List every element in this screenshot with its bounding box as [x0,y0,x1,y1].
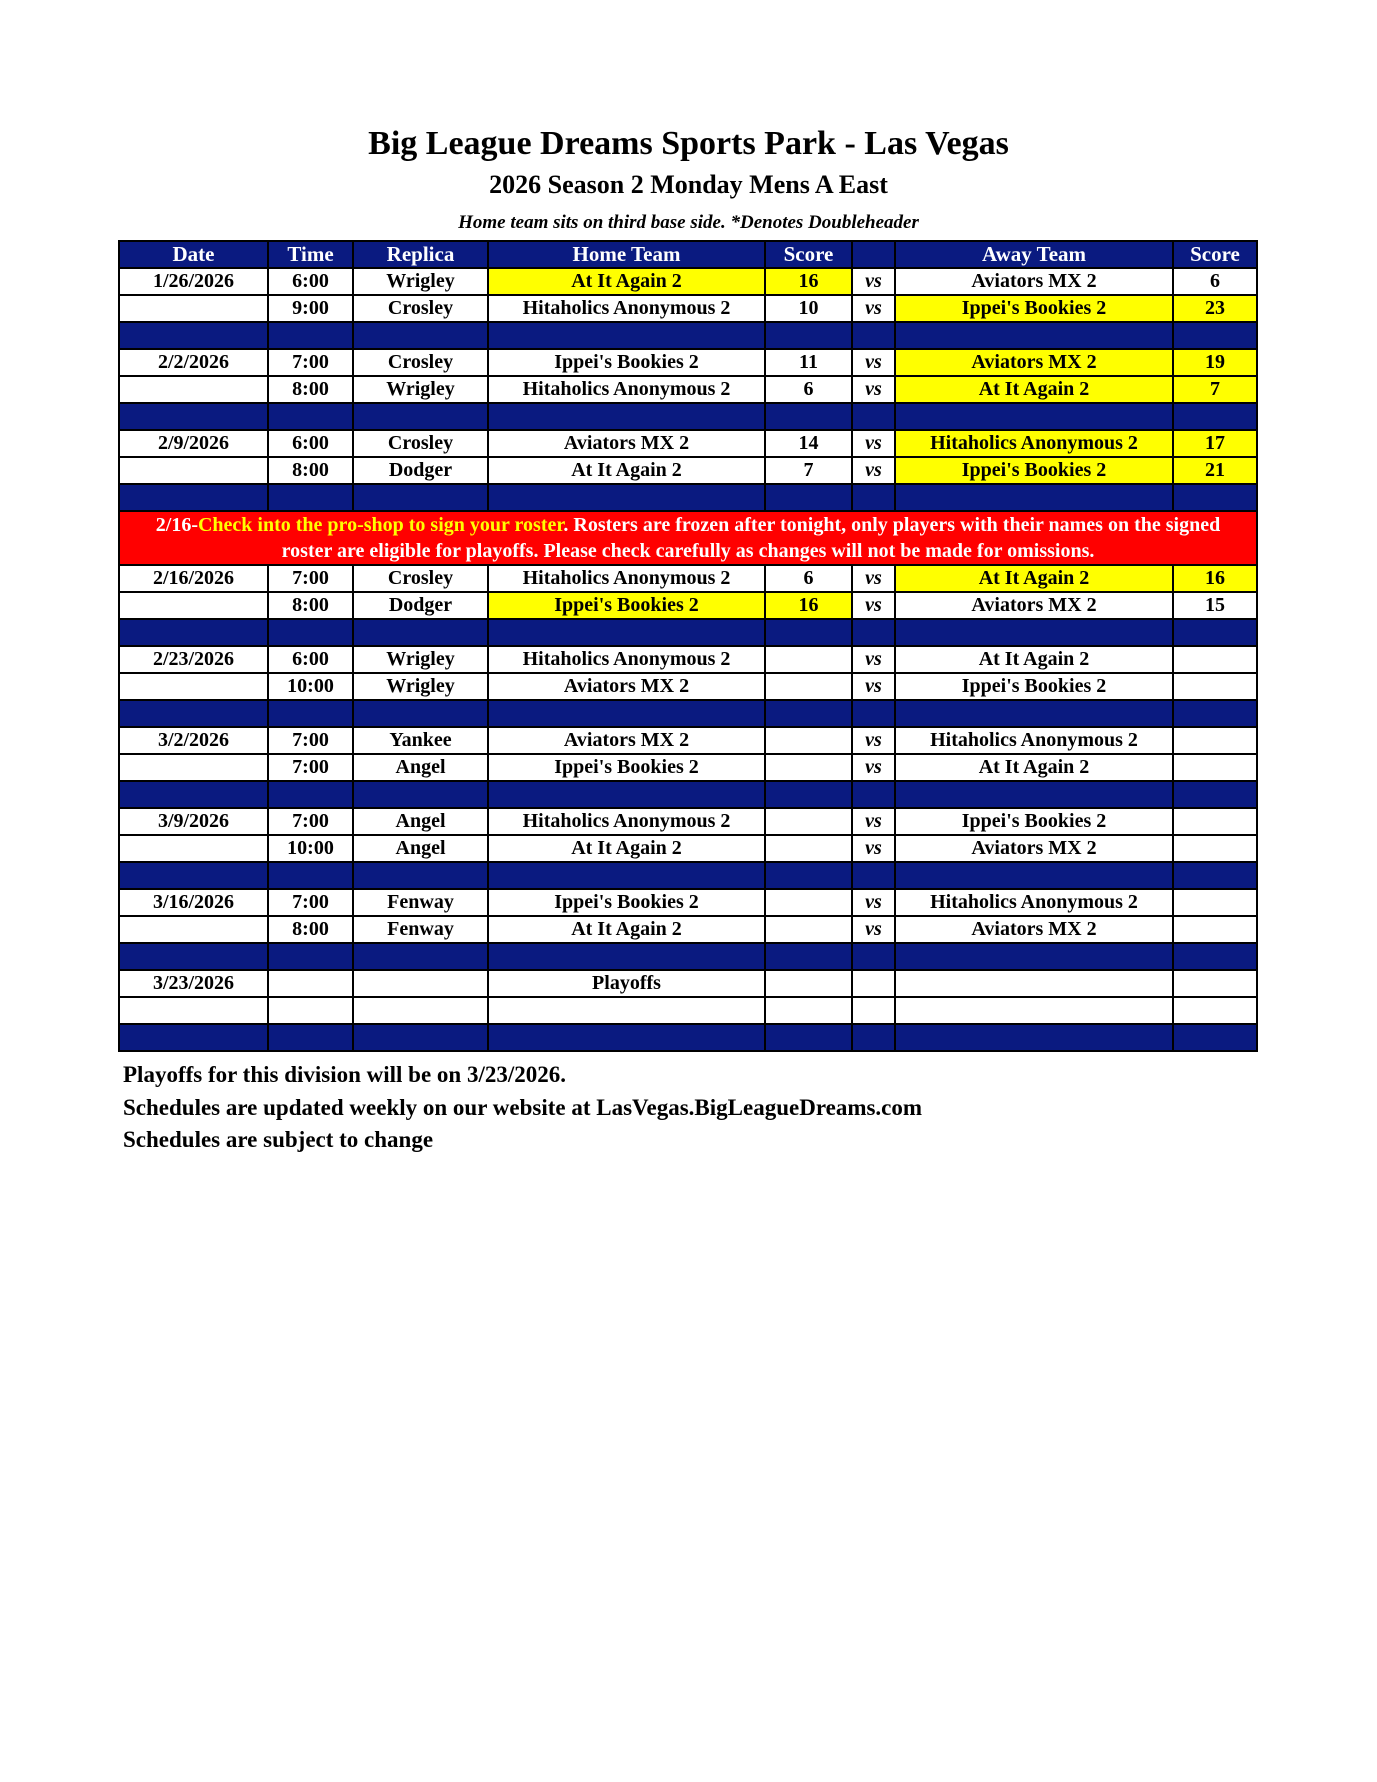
time-cell: 7:00 [268,565,353,592]
replica-cell: Angel [353,808,488,835]
separator-cell [488,700,765,727]
notice-text: . Rosters are frozen after tonight, only players with their names on the signed roster are eligible for playoffs. Please check carefully as changes will not be made for omissions. [281,514,1221,562]
separator-cell [1173,943,1257,970]
separator-row [119,403,1257,430]
separator-cell [895,1024,1173,1051]
game-row [119,268,1257,295]
separator-cell [353,700,488,727]
date-cell [119,997,268,1024]
separator-row [119,619,1257,646]
home-team-cell: Ippei's Bookies 2 [488,889,765,916]
home-score-cell [765,835,852,862]
away-score-cell: 19 [1173,349,1257,376]
separator-cell [895,700,1173,727]
home-team-cell: Hitaholics Anonymous 2 [488,808,765,835]
replica-cell [353,997,488,1024]
replica-cell: Crosley [353,565,488,592]
separator-cell [119,619,268,646]
home-score-cell: 6 [765,376,852,403]
time-cell: 6:00 [268,430,353,457]
separator-cell [895,322,1173,349]
game-row [119,673,1257,700]
home-score-cell [765,727,852,754]
home-team-cell: Aviators MX 2 [488,673,765,700]
away-team-cell: Ippei's Bookies 2 [895,673,1173,700]
home-team-cell: Ippei's Bookies 2 [488,754,765,781]
separator-cell [895,862,1173,889]
separator-cell [488,403,765,430]
time-cell: 9:00 [268,295,353,322]
separator-cell [119,484,268,511]
home-score-cell [765,808,852,835]
away-team-cell: Hitaholics Anonymous 2 [895,727,1173,754]
home-team-cell [488,997,765,1024]
away-score-cell [1173,754,1257,781]
date-cell: 2/16/2026 [119,565,268,592]
home-score-cell: 16 [765,592,852,619]
replica-cell: Angel [353,754,488,781]
separator-cell [765,943,852,970]
separator-cell [765,781,852,808]
separator-cell [1173,619,1257,646]
roster-notice [119,511,1257,565]
away-score-cell: 7 [1173,376,1257,403]
home-score-cell [765,997,852,1024]
separator-cell [1173,700,1257,727]
column-header-away-team: Away Team [895,241,1173,268]
separator-cell [119,403,268,430]
separator-cell [852,1024,895,1051]
away-score-cell [1173,673,1257,700]
time-cell: 7:00 [268,727,353,754]
away-team-cell: At It Again 2 [895,376,1173,403]
date-cell [119,835,268,862]
away-score-cell [1173,997,1257,1024]
time-cell: 8:00 [268,916,353,943]
footer-line-playoffs: Playoffs for this division will be on 3/23/2026. [123,1062,567,1087]
game-row [119,457,1257,484]
vs-cell: vs [852,754,895,781]
home-team-cell: At It Again 2 [488,457,765,484]
game-row [119,349,1257,376]
away-team-cell: At It Again 2 [895,565,1173,592]
separator-cell [765,1024,852,1051]
separator-row [119,1024,1257,1051]
away-team-cell: Hitaholics Anonymous 2 [895,430,1173,457]
home-score-cell [765,889,852,916]
game-row [119,754,1257,781]
home-team-cell: At It Again 2 [488,916,765,943]
replica-cell: Crosley [353,430,488,457]
away-team-cell: Aviators MX 2 [895,916,1173,943]
separator-cell [268,619,353,646]
game-row [119,889,1257,916]
separator-cell [765,862,852,889]
replica-cell: Wrigley [353,268,488,295]
column-header-home-team: Home Team [488,241,765,268]
home-team-cell: At It Again 2 [488,268,765,295]
home-team-cell: Hitaholics Anonymous 2 [488,565,765,592]
vs-cell: vs [852,673,895,700]
vs-cell: vs [852,349,895,376]
home-team-cell: Hitaholics Anonymous 2 [488,646,765,673]
home-score-cell: 16 [765,268,852,295]
separator-cell [119,1024,268,1051]
column-header-replica: Replica [353,241,488,268]
separator-row [119,322,1257,349]
date-cell [119,457,268,484]
home-team-cell: Aviators MX 2 [488,727,765,754]
replica-cell: Wrigley [353,673,488,700]
separator-cell [852,619,895,646]
separator-cell [353,1024,488,1051]
roster-notice-row [119,511,1257,565]
replica-cell: Angel [353,835,488,862]
time-cell: 10:00 [268,835,353,862]
away-team-cell: Aviators MX 2 [895,835,1173,862]
time-cell: 7:00 [268,808,353,835]
home-score-cell: 14 [765,430,852,457]
separator-cell [895,403,1173,430]
vs-cell [852,970,895,997]
separator-cell [1173,781,1257,808]
away-score-cell [1173,646,1257,673]
home-score-cell [765,646,852,673]
time-cell: 8:00 [268,376,353,403]
away-score-cell: 21 [1173,457,1257,484]
time-cell: 7:00 [268,889,353,916]
vs-cell: vs [852,430,895,457]
replica-cell: Wrigley [353,376,488,403]
separator-cell [852,943,895,970]
home-team-cell: Aviators MX 2 [488,430,765,457]
home-team-cell: Hitaholics Anonymous 2 [488,376,765,403]
vs-cell: vs [852,808,895,835]
replica-cell: Dodger [353,592,488,619]
vs-cell: vs [852,295,895,322]
home-team-cell: At It Again 2 [488,835,765,862]
vs-cell: vs [852,916,895,943]
separator-cell [268,862,353,889]
seating-note: Home team sits on third base side. *Denotes Doubleheader [458,212,919,233]
date-cell [119,673,268,700]
separator-cell [488,862,765,889]
game-row [119,565,1257,592]
separator-cell [268,1024,353,1051]
date-cell: 3/23/2026 [119,970,268,997]
separator-cell [1173,1024,1257,1051]
home-score-cell [765,916,852,943]
vs-cell: vs [852,376,895,403]
vs-cell: vs [852,646,895,673]
replica-cell [353,970,488,997]
separator-cell [353,781,488,808]
home-score-cell: 6 [765,565,852,592]
vs-cell: vs [852,565,895,592]
time-cell: 10:00 [268,673,353,700]
separator-row [119,484,1257,511]
game-row [119,592,1257,619]
separator-row [119,943,1257,970]
separator-cell [353,862,488,889]
home-score-cell: 10 [765,295,852,322]
separator-cell [488,943,765,970]
column-header-away-score: Score [1173,241,1257,268]
separator-cell [895,781,1173,808]
separator-cell [765,619,852,646]
replica-cell: Fenway [353,889,488,916]
separator-row [119,700,1257,727]
away-team-cell: At It Again 2 [895,754,1173,781]
column-header-date: Date [119,241,268,268]
date-cell [119,376,268,403]
column-header-time: Time [268,241,353,268]
game-row [119,997,1257,1024]
replica-cell: Crosley [353,349,488,376]
schedule-table [118,240,1258,1052]
separator-cell [268,403,353,430]
separator-cell [765,700,852,727]
replica-cell: Yankee [353,727,488,754]
time-cell: 7:00 [268,349,353,376]
separator-cell [765,403,852,430]
replica-cell: Fenway [353,916,488,943]
separator-cell [895,943,1173,970]
game-row [119,835,1257,862]
home-team-cell: Hitaholics Anonymous 2 [488,295,765,322]
schedule-body [119,268,1257,1051]
footer-line-website: Schedules are updated weekly on our website at LasVegas.BigLeagueDreams.com [123,1094,923,1120]
away-team-cell: Aviators MX 2 [895,349,1173,376]
time-cell: 8:00 [268,592,353,619]
separator-cell [852,862,895,889]
separator-cell [1173,322,1257,349]
time-cell: 6:00 [268,268,353,295]
home-score-cell: 11 [765,349,852,376]
date-cell: 1/26/2026 [119,268,268,295]
separator-cell [119,781,268,808]
time-cell: 7:00 [268,754,353,781]
separator-cell [1173,403,1257,430]
separator-cell [268,322,353,349]
date-cell [119,295,268,322]
date-cell: 3/2/2026 [119,727,268,754]
away-score-cell [1173,727,1257,754]
date-cell [119,754,268,781]
date-cell: 3/16/2026 [119,889,268,916]
vs-cell: vs [852,592,895,619]
separator-cell [268,943,353,970]
separator-cell [1173,484,1257,511]
separator-cell [119,943,268,970]
separator-cell [268,700,353,727]
time-cell: 8:00 [268,457,353,484]
separator-row [119,862,1257,889]
separator-cell [895,484,1173,511]
away-team-cell [895,997,1173,1024]
separator-cell [119,700,268,727]
game-row [119,727,1257,754]
date-cell: 2/9/2026 [119,430,268,457]
vs-cell: vs [852,889,895,916]
away-team-cell: At It Again 2 [895,646,1173,673]
replica-cell: Crosley [353,295,488,322]
separator-cell [488,781,765,808]
away-score-cell: 16 [1173,565,1257,592]
time-cell: 6:00 [268,646,353,673]
separator-row [119,781,1257,808]
notice-highlight: Check into the pro-shop to sign your roster [197,514,564,536]
date-cell: 2/23/2026 [119,646,268,673]
separator-cell [353,943,488,970]
away-team-cell: Aviators MX 2 [895,592,1173,619]
home-team-cell: Ippei's Bookies 2 [488,349,765,376]
away-score-cell [1173,916,1257,943]
separator-cell [353,403,488,430]
home-team-cell: Playoffs [488,970,765,997]
game-row [119,295,1257,322]
vs-cell: vs [852,727,895,754]
game-row [119,376,1257,403]
time-cell [268,997,353,1024]
table-header-row [119,241,1257,268]
separator-cell [852,484,895,511]
column-header-home-score: Score [765,241,852,268]
away-score-cell: 17 [1173,430,1257,457]
away-team-cell: Aviators MX 2 [895,268,1173,295]
game-row [119,916,1257,943]
home-score-cell [765,673,852,700]
separator-cell [488,484,765,511]
vs-cell: vs [852,268,895,295]
separator-cell [353,322,488,349]
separator-cell [852,322,895,349]
separator-cell [268,484,353,511]
replica-cell: Dodger [353,457,488,484]
separator-cell [852,700,895,727]
separator-cell [852,403,895,430]
date-cell [119,916,268,943]
separator-cell [119,322,268,349]
separator-cell [268,781,353,808]
away-score-cell [1173,835,1257,862]
page-title: Big League Dreams Sports Park - Las Vegas [368,125,1009,162]
away-team-cell: Hitaholics Anonymous 2 [895,889,1173,916]
game-row [119,808,1257,835]
page-subtitle: 2026 Season 2 Monday Mens A East [489,170,888,199]
away-team-cell: Ippei's Bookies 2 [895,808,1173,835]
date-cell: 2/2/2026 [119,349,268,376]
separator-cell [765,322,852,349]
away-score-cell [1173,889,1257,916]
time-cell [268,970,353,997]
home-score-cell: 7 [765,457,852,484]
separator-cell [353,484,488,511]
away-score-cell [1173,808,1257,835]
away-score-cell: 15 [1173,592,1257,619]
separator-cell [353,619,488,646]
away-score-cell: 6 [1173,268,1257,295]
notice-date-prefix: 2/16- [155,514,198,536]
footer-notes [123,1059,922,1157]
away-team-cell: Ippei's Bookies 2 [895,295,1173,322]
away-score-cell [1173,970,1257,997]
game-row [119,646,1257,673]
separator-cell [488,619,765,646]
game-row [119,970,1257,997]
away-score-cell: 23 [1173,295,1257,322]
home-team-cell: Ippei's Bookies 2 [488,592,765,619]
separator-cell [119,862,268,889]
game-row [119,430,1257,457]
footer-line-disclaimer: Schedules are subject to change [123,1127,434,1152]
separator-cell [895,619,1173,646]
separator-cell [852,781,895,808]
separator-cell [765,484,852,511]
home-score-cell [765,754,852,781]
column-header-vs [852,241,895,268]
home-score-cell [765,970,852,997]
replica-cell: Wrigley [353,646,488,673]
separator-cell [488,322,765,349]
date-cell: 3/9/2026 [119,808,268,835]
vs-cell: vs [852,835,895,862]
separator-cell [488,1024,765,1051]
away-team-cell: Ippei's Bookies 2 [895,457,1173,484]
vs-cell: vs [852,457,895,484]
vs-cell [852,997,895,1024]
away-team-cell [895,970,1173,997]
separator-cell [1173,862,1257,889]
date-cell [119,592,268,619]
